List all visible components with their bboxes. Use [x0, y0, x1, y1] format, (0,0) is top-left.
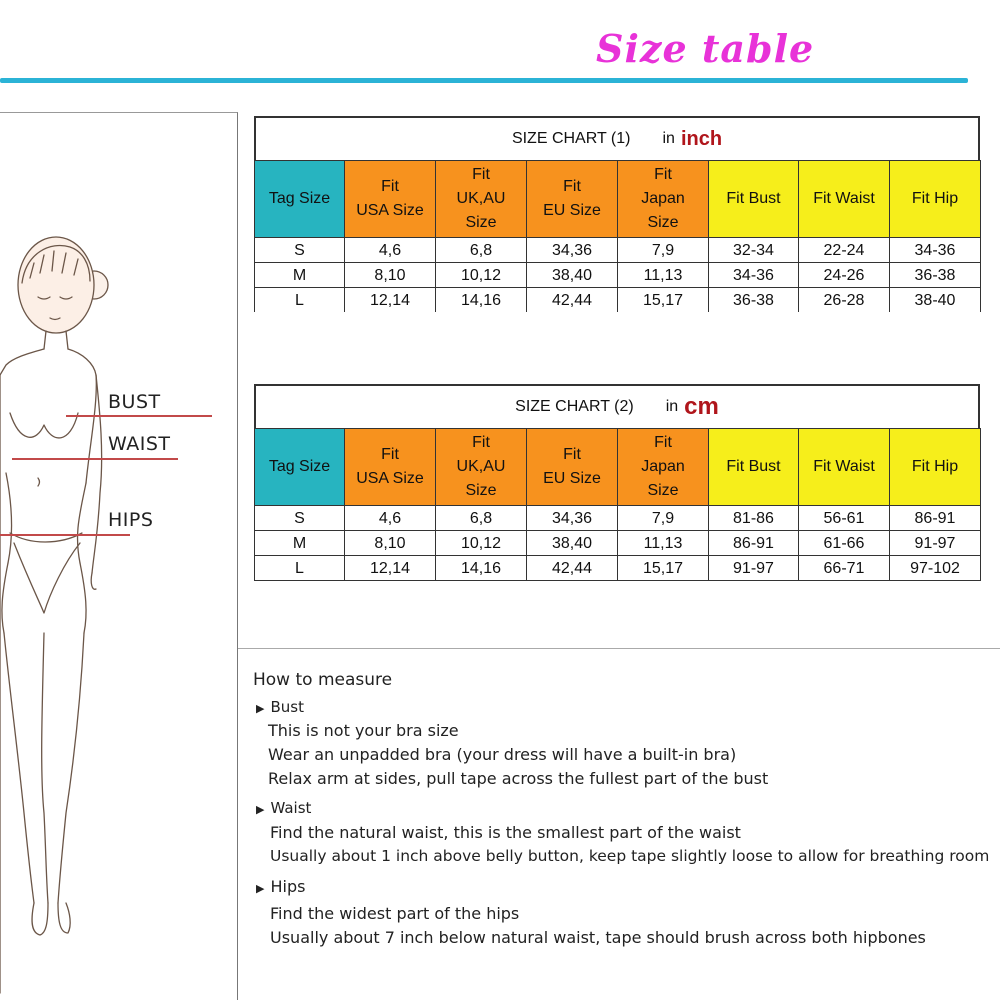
- header-line: Japan: [641, 458, 685, 475]
- header-eu-size: [527, 429, 618, 506]
- table-header-row: [255, 429, 981, 506]
- table-cell: L: [255, 556, 345, 581]
- header-fit-bust: Fit Bust: [709, 161, 799, 238]
- unit-prefix: in: [662, 130, 675, 147]
- header-line: Fit: [563, 446, 581, 463]
- header-line: EU Size: [543, 470, 601, 487]
- table-cell: L: [255, 288, 345, 313]
- table-cell: 34-36: [709, 263, 799, 288]
- page-title: Size table: [596, 26, 815, 71]
- header-line: EU Size: [543, 202, 601, 219]
- bust-label: BUST: [108, 391, 161, 413]
- header-line: Fit: [381, 446, 399, 463]
- guide-line: Usually about 1 inch above belly button, keep tape slightly loose to allow for breathing room: [270, 847, 990, 865]
- table-cell: 34,36: [527, 238, 618, 263]
- header-japan-size: [618, 429, 709, 506]
- table-row: [255, 506, 981, 531]
- waist-line: [12, 458, 178, 460]
- chart-cutoff-gap: [238, 312, 1000, 368]
- table-cell: 42,44: [527, 556, 618, 581]
- header-line: Fit: [472, 434, 490, 451]
- triangle-bullet-icon: ▶: [256, 882, 265, 895]
- table-cell: 97-102: [890, 556, 981, 581]
- chart-title-text: SIZE CHART (2): [515, 398, 634, 415]
- header-fit-hip: Fit Hip: [890, 161, 981, 238]
- header-line: Size: [647, 482, 679, 499]
- guide-section-label: Waist: [270, 799, 312, 817]
- hips-label: HIPS: [108, 509, 154, 531]
- size-table-inch: [254, 160, 981, 313]
- table-cell: 14,16: [436, 288, 527, 313]
- header-line: Fit: [654, 434, 672, 451]
- guide-section-bust: [256, 698, 304, 716]
- header-fit-waist: Fit Waist: [799, 429, 890, 506]
- table-cell: M: [255, 263, 345, 288]
- table-cell: 8,10: [345, 263, 436, 288]
- header-line: UK,AU: [456, 458, 506, 475]
- header-line: Size: [465, 214, 497, 231]
- chart-cutoff-gap: [238, 584, 1000, 648]
- header-line: USA Size: [356, 470, 424, 487]
- guide-section-label: Bust: [270, 698, 304, 716]
- triangle-bullet-icon: ▶: [256, 803, 265, 816]
- table-cell: 15,17: [618, 556, 709, 581]
- table-cell: 6,8: [436, 238, 527, 263]
- size-chart-cm: [254, 384, 980, 581]
- table-cell: 32-34: [709, 238, 799, 263]
- table-cell: 56-61: [799, 506, 890, 531]
- table-cell: 7,9: [618, 238, 709, 263]
- table-cell: 14,16: [436, 556, 527, 581]
- guide-heading: How to measure: [253, 670, 393, 690]
- header-usa-size: [345, 429, 436, 506]
- guide-line: Relax arm at sides, pull tape across the fullest part of the bust: [268, 769, 769, 788]
- header-tag-size: Tag Size: [255, 161, 345, 238]
- header-line: Fit: [381, 178, 399, 195]
- body-figure-illustration: [0, 113, 238, 1001]
- table-cell: 11,13: [618, 263, 709, 288]
- header-line: Size: [647, 214, 679, 231]
- guide-line: Wear an unpadded bra (your dress will have a built-in bra): [268, 745, 737, 764]
- table-cell: 11,13: [618, 531, 709, 556]
- header-line: Fit: [563, 178, 581, 195]
- table-row: [255, 263, 981, 288]
- guide-section-waist: [256, 799, 311, 817]
- header-fit-waist: Fit Waist: [799, 161, 890, 238]
- table-cell: 91-97: [709, 556, 799, 581]
- table-cell: 12,14: [345, 288, 436, 313]
- size-chart-inch: [254, 116, 980, 313]
- table-row: [255, 531, 981, 556]
- table-cell: 8,10: [345, 531, 436, 556]
- guide-line: This is not your bra size: [268, 721, 459, 740]
- table-cell: 38,40: [527, 531, 618, 556]
- table-cell: 15,17: [618, 288, 709, 313]
- bust-line: [66, 415, 212, 417]
- triangle-bullet-icon: ▶: [256, 702, 265, 715]
- table-cell: 10,12: [436, 531, 527, 556]
- table-cell: S: [255, 506, 345, 531]
- header-ukau-size: [436, 161, 527, 238]
- unit-label: cm: [684, 393, 719, 420]
- table-cell: 4,6: [345, 506, 436, 531]
- table-cell: 7,9: [618, 506, 709, 531]
- guide-section-label: Hips: [270, 877, 306, 896]
- table-cell: 34,36: [527, 506, 618, 531]
- table-cell: 24-26: [799, 263, 890, 288]
- header-eu-size: [527, 161, 618, 238]
- table-row: [255, 238, 981, 263]
- table-header-row: [255, 161, 981, 238]
- table-cell: 86-91: [709, 531, 799, 556]
- header-line: Fit: [654, 166, 672, 183]
- size-table-cm: [254, 428, 981, 581]
- table-cell: 36-38: [890, 263, 981, 288]
- header-divider: [0, 78, 968, 83]
- hips-line: [0, 534, 130, 536]
- body-figure-panel: [0, 112, 238, 1000]
- guide-line: Find the natural waist, this is the smallest part of the waist: [270, 823, 741, 842]
- size-chart-cm-title: [254, 384, 980, 428]
- guide-line: Usually about 7 inch below natural waist, tape should brush across both hipbones: [270, 928, 926, 947]
- header-ukau-size: [436, 429, 527, 506]
- table-cell: 22-24: [799, 238, 890, 263]
- header-line: UK,AU: [456, 190, 506, 207]
- table-row: [255, 288, 981, 313]
- table-cell: 12,14: [345, 556, 436, 581]
- table-cell: 26-28: [799, 288, 890, 313]
- table-cell: 38-40: [890, 288, 981, 313]
- table-cell: 4,6: [345, 238, 436, 263]
- table-cell: 91-97: [890, 531, 981, 556]
- header-line: USA Size: [356, 202, 424, 219]
- guide-line: Find the widest part of the hips: [270, 904, 520, 923]
- header-fit-hip: Fit Hip: [890, 429, 981, 506]
- table-cell: 81-86: [709, 506, 799, 531]
- size-chart-inch-title: [254, 116, 980, 160]
- chart-title-text: SIZE CHART (1): [511, 130, 631, 147]
- table-cell: M: [255, 531, 345, 556]
- table-cell: 36-38: [709, 288, 799, 313]
- table-cell: 34-36: [890, 238, 981, 263]
- unit-prefix: in: [665, 398, 679, 415]
- table-cell: 66-71: [799, 556, 890, 581]
- table-cell: S: [255, 238, 345, 263]
- header-usa-size: [345, 161, 436, 238]
- header-line: Japan: [641, 190, 685, 207]
- guide-section-hips: [256, 877, 305, 896]
- table-row: [255, 556, 981, 581]
- table-cell: 38,40: [527, 263, 618, 288]
- unit-label: inch: [680, 127, 723, 150]
- table-cell: 86-91: [890, 506, 981, 531]
- header-line: Fit: [472, 166, 490, 183]
- header-line: Size: [465, 482, 497, 499]
- table-cell: 10,12: [436, 263, 527, 288]
- header-japan-size: [618, 161, 709, 238]
- waist-label: WAIST: [108, 433, 171, 455]
- table-cell: 42,44: [527, 288, 618, 313]
- table-cell: 6,8: [436, 506, 527, 531]
- header-fit-bust: Fit Bust: [709, 429, 799, 506]
- header-tag-size: Tag Size: [255, 429, 345, 506]
- table-cell: 61-66: [799, 531, 890, 556]
